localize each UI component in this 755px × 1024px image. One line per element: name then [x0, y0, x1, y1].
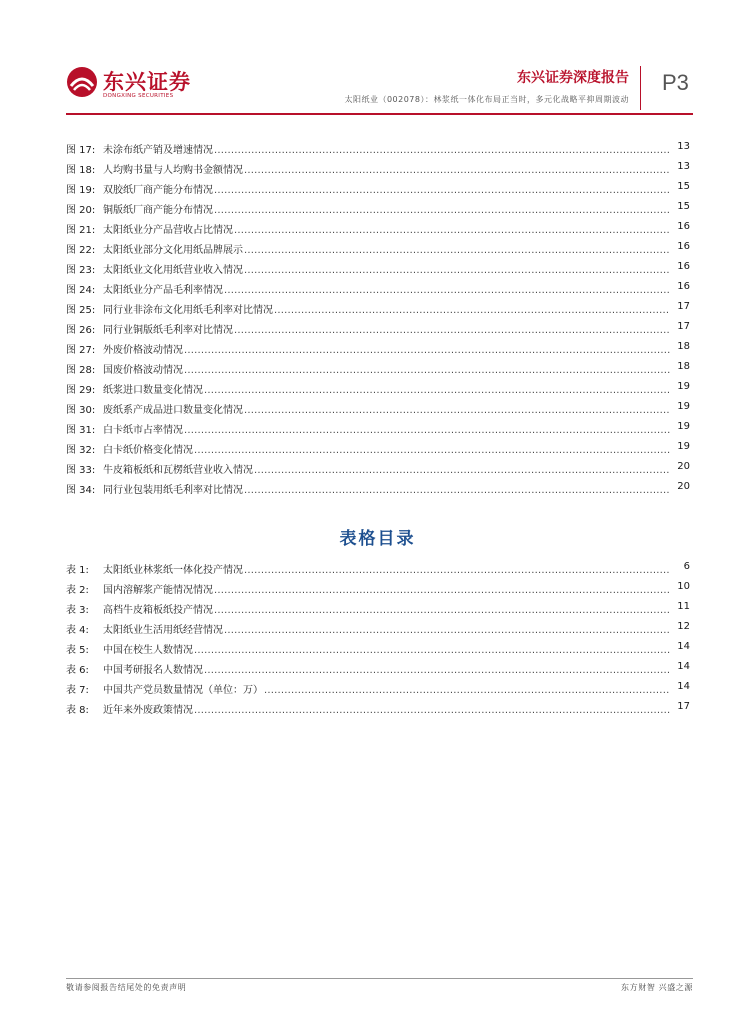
- toc-entry-figure[interactable]: [66, 397, 690, 417]
- toc-number: 图 17:: [66, 145, 96, 156]
- toc-page-number: 16: [677, 241, 690, 252]
- toc-title: 太阳纸业分产品毛利率情况 .....: [103, 281, 670, 296]
- toc-title: 国内溶解浆产能情况情况 .....: [103, 581, 670, 596]
- toc-number: 表 6:: [66, 665, 89, 676]
- toc-number: 表 5:: [66, 645, 89, 656]
- toc-title: 太阳纸业生活用纸经营情况 .....: [103, 621, 670, 636]
- logo-chinese-name: 东兴证券: [103, 70, 191, 94]
- toc-title: 白卡纸市占率情况 .....: [103, 421, 670, 436]
- toc-title: 中国考研报名人数情况 .....: [103, 661, 670, 676]
- toc-number: 图 30:: [66, 405, 96, 416]
- report-type-title: 东兴证券深度报告: [517, 70, 629, 86]
- toc-page-number: 6: [683, 561, 690, 572]
- dongxing-logo-icon: [66, 66, 98, 98]
- toc-number: 图 34:: [66, 485, 96, 496]
- toc-page-number: 16: [677, 281, 690, 292]
- toc-page-number: 20: [677, 461, 690, 472]
- toc-title: 中国在校生人数情况 .....: [103, 641, 670, 656]
- toc-title: 近年来外废政策情况 .....: [103, 701, 670, 716]
- toc-title: 国废价格波动情况 .....: [103, 361, 670, 376]
- toc-entry-figure[interactable]: [66, 357, 690, 377]
- toc-number: 图 27:: [66, 345, 96, 356]
- toc-entry-table[interactable]: [66, 637, 690, 657]
- toc-title: 中国共产党员数量情况（单位：万） .....: [103, 681, 670, 696]
- report-subtitle: 太阳纸业（002078）：林浆纸一体化布局正当时，多元化战略平抑周期波动: [344, 95, 629, 104]
- toc-entry-table[interactable]: [66, 597, 690, 617]
- toc-title: 同行业铜版纸毛利率对比情况 .....: [103, 321, 670, 336]
- toc-page-number: 16: [677, 261, 690, 272]
- toc-entry-table[interactable]: [66, 677, 690, 697]
- header-divider: [640, 66, 641, 110]
- toc-number: 表 7:: [66, 685, 89, 696]
- toc-title: 太阳纸业林浆纸一体化投产情况 .....: [103, 561, 670, 576]
- toc-page-number: 12: [677, 621, 690, 632]
- table-list: [66, 557, 690, 717]
- toc-number: 图 22:: [66, 245, 96, 256]
- page-number: P3: [662, 70, 689, 95]
- toc-entry-table[interactable]: [66, 557, 690, 577]
- toc-entry-figure[interactable]: [66, 217, 690, 237]
- toc-title: 白卡纸价格变化情况 .....: [103, 441, 670, 456]
- toc-entry-figure[interactable]: [66, 477, 690, 497]
- toc-page-number: 16: [677, 221, 690, 232]
- toc-page-number: 14: [677, 681, 690, 692]
- toc-number: 表 4:: [66, 625, 89, 636]
- toc-entry-figure[interactable]: [66, 417, 690, 437]
- toc-number: 图 26:: [66, 325, 96, 336]
- toc-entry-figure[interactable]: [66, 137, 690, 157]
- toc-number: 图 33:: [66, 465, 96, 476]
- toc-entry-figure[interactable]: [66, 157, 690, 177]
- toc-entry-figure[interactable]: [66, 337, 690, 357]
- toc-number: 图 29:: [66, 385, 96, 396]
- toc-number: 图 19:: [66, 185, 96, 196]
- toc-number: 图 32:: [66, 445, 96, 456]
- toc-number: 表 1:: [66, 565, 89, 576]
- table-list-heading: 表格目录: [339, 529, 416, 549]
- toc-page-number: 10: [677, 581, 690, 592]
- toc-number: 图 20:: [66, 205, 96, 216]
- toc-title: 太阳纸业分产品营收占比情况 .....: [103, 221, 670, 236]
- toc-number: 表 8:: [66, 705, 89, 716]
- toc-entry-figure[interactable]: [66, 257, 690, 277]
- company-logo: [66, 64, 206, 104]
- toc-title: 同行业包装用纸毛利率对比情况 .....: [103, 481, 670, 496]
- toc-page-number: 13: [677, 141, 690, 152]
- toc-entry-table[interactable]: [66, 697, 690, 717]
- toc-title: 未涂布纸产销及增速情况 .....: [103, 141, 670, 156]
- toc-title: 牛皮箱板纸和瓦楞纸营业收入情况 .....: [103, 461, 670, 476]
- toc-entry-table[interactable]: [66, 577, 690, 597]
- toc-entry-figure[interactable]: [66, 317, 690, 337]
- logo-english-name: DONGXING SECURITIES: [103, 93, 174, 99]
- toc-title: 太阳纸业部分文化用纸品牌展示 .....: [103, 241, 670, 256]
- toc-title: 双胶纸厂商产能分布情况 .....: [103, 181, 670, 196]
- footer-rule: [66, 978, 693, 979]
- toc-page-number: 18: [677, 361, 690, 372]
- toc-entry-table[interactable]: [66, 657, 690, 677]
- toc-page-number: 14: [677, 661, 690, 672]
- toc-number: 图 25:: [66, 305, 96, 316]
- figure-list: [66, 137, 690, 497]
- toc-title: 铜版纸厂商产能分布情况 .....: [103, 201, 670, 216]
- toc-page-number: 19: [677, 441, 690, 452]
- toc-title: 纸浆进口数量变化情况 .....: [103, 381, 670, 396]
- toc-title: 外废价格波动情况 .....: [103, 341, 670, 356]
- toc-entry-figure[interactable]: [66, 377, 690, 397]
- toc-page-number: 17: [677, 321, 690, 332]
- toc-page-number: 14: [677, 641, 690, 652]
- toc-title: 废纸系产成品进口数量变化情况 .....: [103, 401, 670, 416]
- toc-page-number: 13: [677, 161, 690, 172]
- toc-entry-figure[interactable]: [66, 437, 690, 457]
- toc-number: 图 23:: [66, 265, 96, 276]
- toc-number: 图 31:: [66, 425, 96, 436]
- toc-number: 表 2:: [66, 585, 89, 596]
- footer-slogan: 东方财智 兴盛之源: [621, 983, 693, 992]
- toc-entry-figure[interactable]: [66, 237, 690, 257]
- toc-page-number: 19: [677, 381, 690, 392]
- toc-title: 同行业非涂布文化用纸毛利率对比情况 .....: [103, 301, 670, 316]
- toc-number: 图 28:: [66, 365, 96, 376]
- toc-page-number: 17: [677, 301, 690, 312]
- toc-title: 太阳纸业文化用纸营业收入情况 .....: [103, 261, 670, 276]
- toc-entry-figure[interactable]: [66, 177, 690, 197]
- toc-page-number: 11: [677, 601, 690, 612]
- header-rule: [66, 113, 693, 115]
- toc-page-number: 20: [677, 481, 690, 492]
- toc-number: 表 3:: [66, 605, 89, 616]
- toc-title: 人均购书量与人均购书金额情况 .....: [103, 161, 670, 176]
- footer-disclaimer: 敬请参阅报告结尾处的免责声明: [66, 983, 187, 992]
- toc-number: 图 18:: [66, 165, 96, 176]
- toc-page-number: 17: [677, 701, 690, 712]
- toc-title: 高档牛皮箱板纸投产情况 .....: [103, 601, 670, 616]
- toc-entry-figure[interactable]: [66, 197, 690, 217]
- toc-page-number: 15: [677, 181, 690, 192]
- toc-page-number: 19: [677, 401, 690, 412]
- toc-page-number: 19: [677, 421, 690, 432]
- toc-number: 图 21:: [66, 225, 96, 236]
- toc-entry-figure[interactable]: [66, 457, 690, 477]
- toc-number: 图 24:: [66, 285, 96, 296]
- toc-page-number: 18: [677, 341, 690, 352]
- toc-entry-table[interactable]: [66, 617, 690, 637]
- toc-entry-figure[interactable]: [66, 277, 690, 297]
- toc-page-number: 15: [677, 201, 690, 212]
- toc-entry-figure[interactable]: [66, 297, 690, 317]
